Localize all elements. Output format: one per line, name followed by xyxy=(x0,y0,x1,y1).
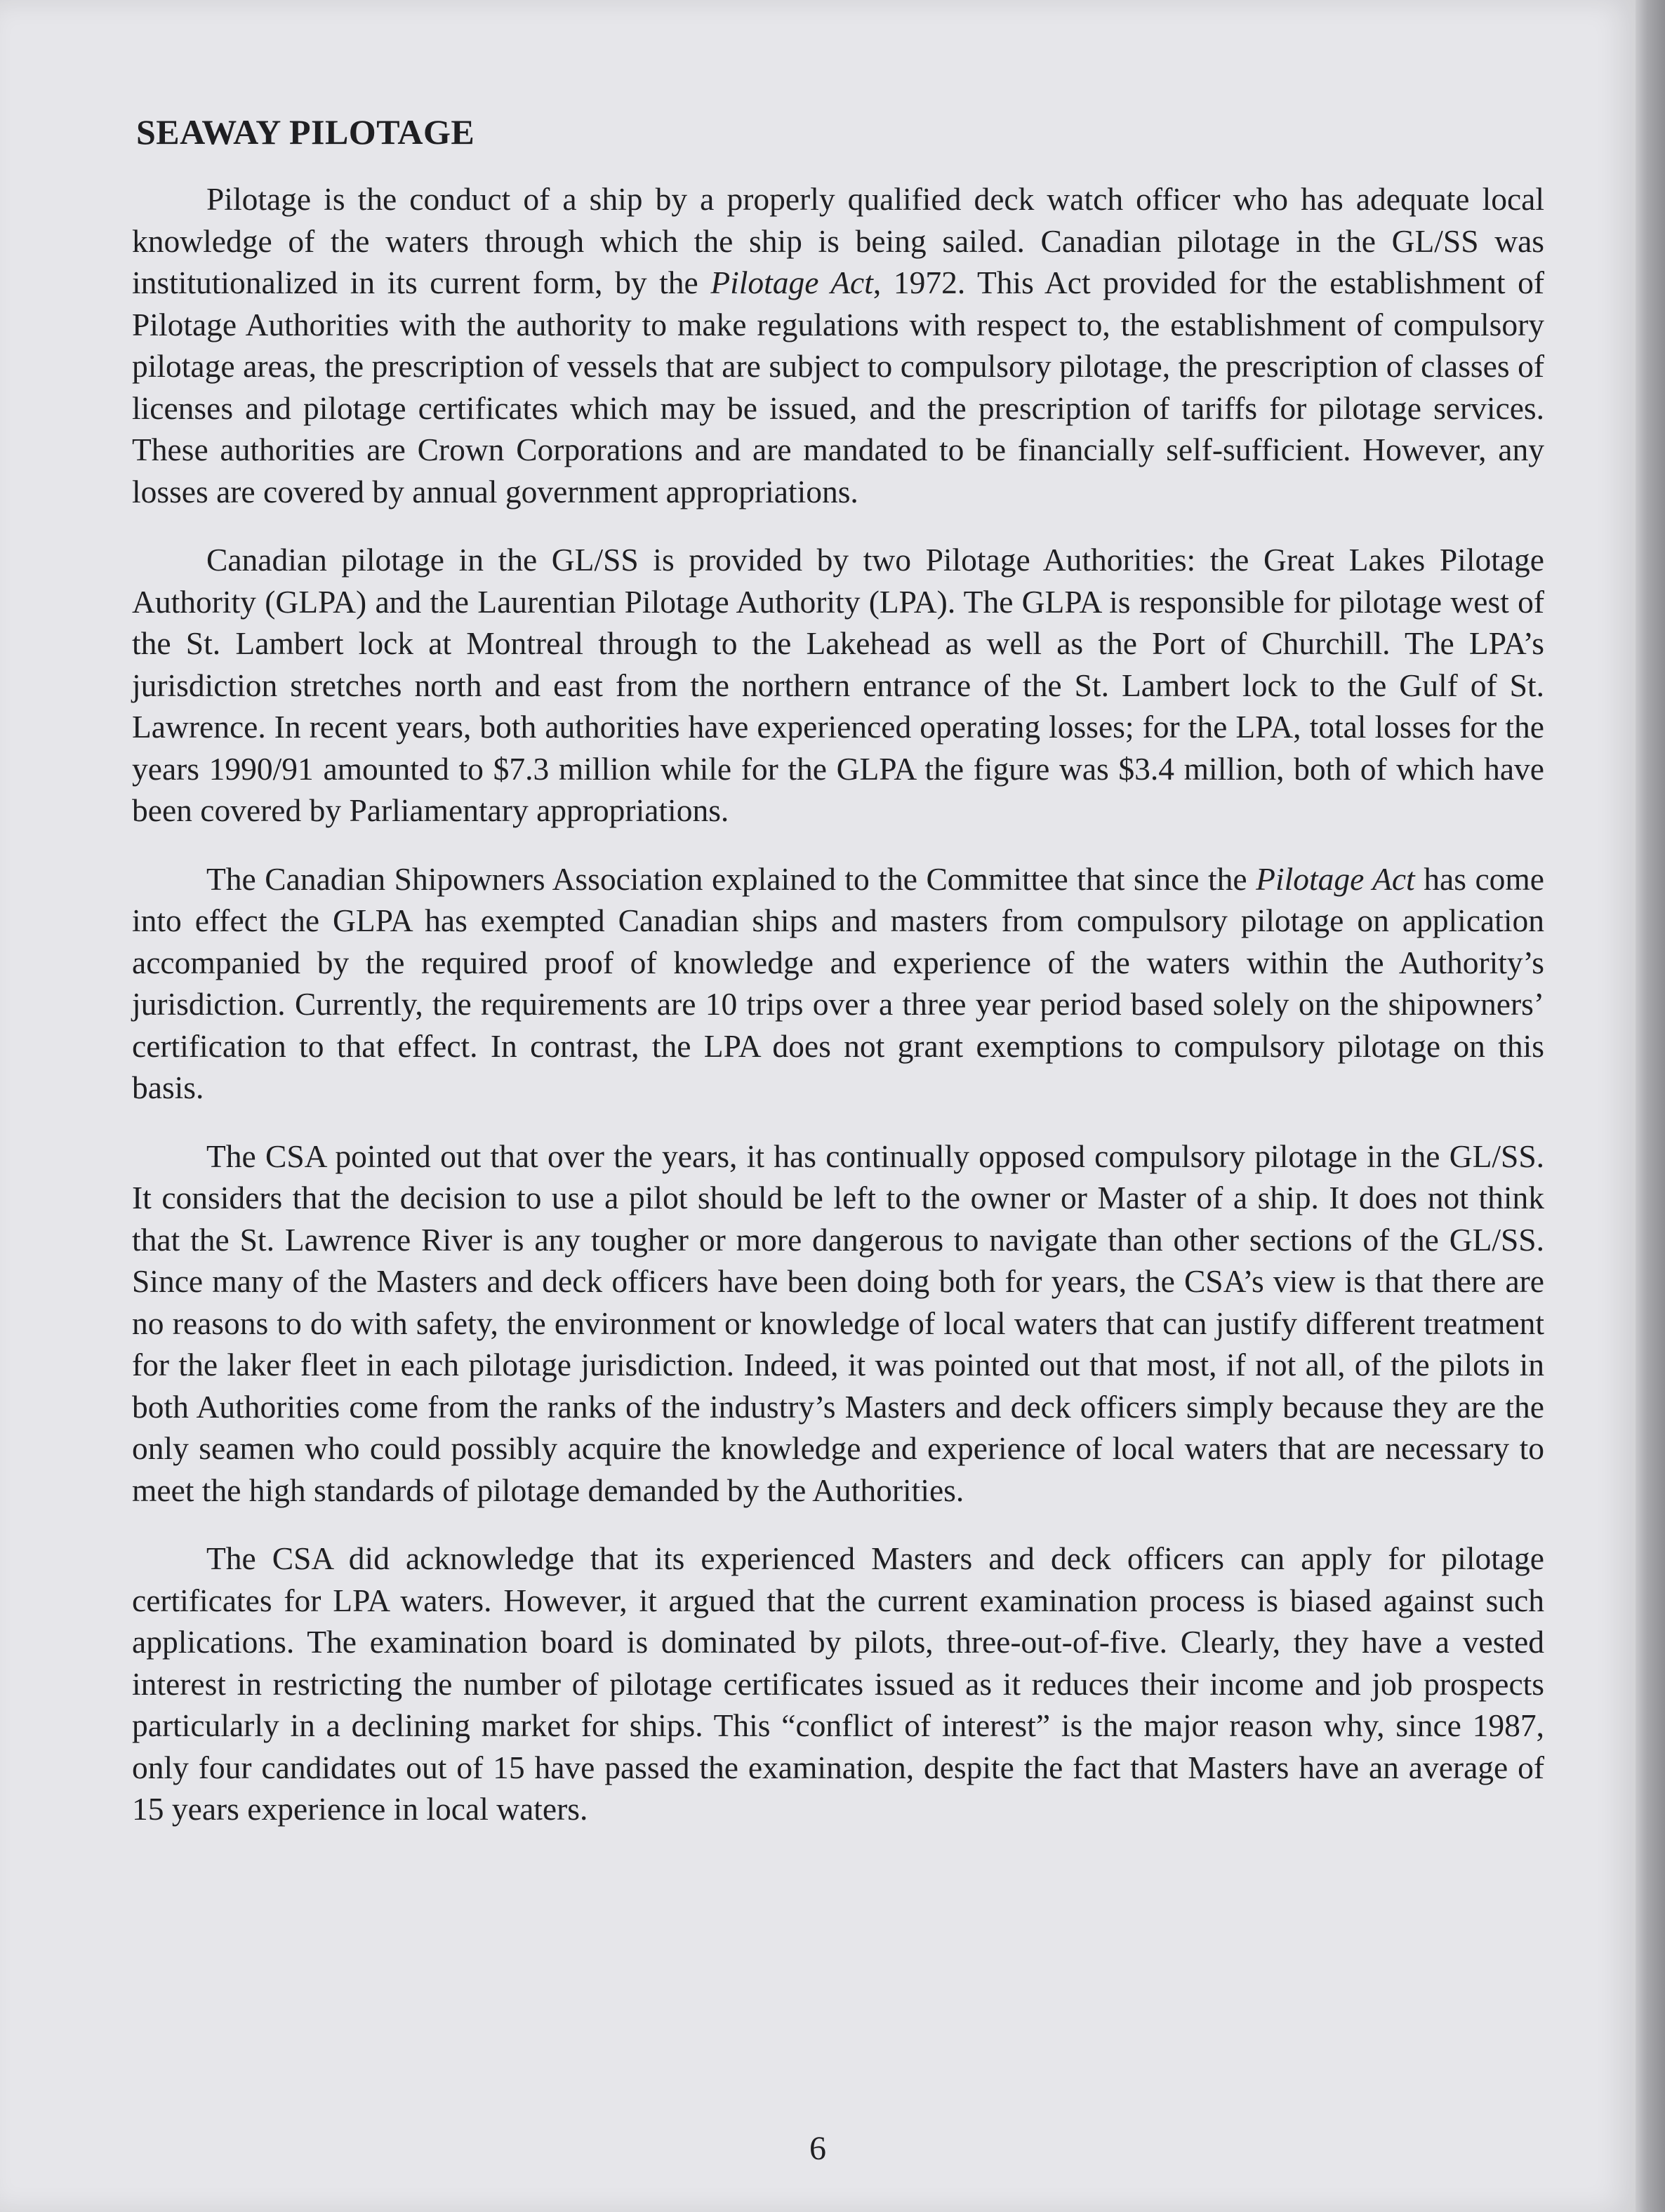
section-heading: SEAWAY PILOTAGE xyxy=(136,112,475,152)
paragraph-2: Canadian pilotage in the GL/SS is provided by two Pilotage Authorities: the Great Lakes Pilotage Authority (GLPA) and the Laurentian Pilotage Authority (LPA). The GLPA is responsible for pilotage west of the St. Lambert lock at Montreal through to the Lakehead as well as the Port of Churchill. The LPA’s jurisdiction stretches north and east from the northern entrance of the St. Lambert lock to the Gulf of St. Lawrence. In recent years, both authorities have experienced operating losses; for the LPA, total losses for the years 1990/91 amounted to $7.3 million while for the GLPA the figure was $3.4 million, both of which have been covered by Parliamentary appropriations. xyxy=(132,542,1544,828)
paragraph-3-text-b: has come into effect the GLPA has exempted Canadian ships and masters from compulsory pilotage on application accompanied by the required proof of knowledge and experience of the waters within the Authority’s jurisdiction. Currently, the requirements are 10 trips over a three year period based solely on the shipowners’ certification to that effect. In contrast, the LPA does not grant exemptions to compulsory pilotage on this basis. xyxy=(132,860,1544,1105)
paragraph-3-text-a: The Canadian Shipowners Association explained to the Committee that since the xyxy=(206,860,1256,897)
paragraph-1-italic: Pilotage Act xyxy=(710,265,873,300)
paragraph-3-italic: Pilotage Act xyxy=(1256,860,1415,897)
paragraph-4: The CSA pointed out that over the years, it has continually opposed compulsory pilotage in the GL/SS. It considers that the decision to use a pilot should be left to the owner or Master of a ship. It does not think that the St. Lawrence River is any tougher or more dangerous to navigate than other sections of the GL/SS. Since many of the Masters and deck officers have been doing both for years, the CSA’s view is that there are no reasons to do with safety, the environment or knowledge of local waters that can justify different treatment for the laker fleet in each pilotage jurisdiction. Indeed, it was pointed out that most, if not all, of the pilots in both Authorities come from the ranks of the industry’s Masters and deck officers simply because they are the only seamen who could possibly acquire the knowledge and experience of local waters that are necessary to meet the high standards of pilotage demanded by the Authorities. xyxy=(132,1138,1544,1508)
paragraph-5: The CSA did acknowledge that its experienced Masters and deck officers can apply for pilotage certificates for LPA waters. However, it argued that the current examination process is biased against such applications. The examination board is dominated by pilots, three-out-of-five. Clearly, they have a vested interest in restricting the number of pilotage certificates issued as it reduces their income and job prospects particularly in a declining market for ships. This “conflict of interest” is the major reason why, since 1987, only four candidates out of 15 have passed the examination, despite the fact that Masters have an average of 15 years experience in local waters. xyxy=(132,1540,1544,1827)
paragraph-1 xyxy=(132,178,1544,512)
page-binding-edge xyxy=(1636,0,1665,2212)
paragraph-1-text-a: Pilotage is the conduct of a ship by a properly qualified deck watch officer who has adequate local knowledge of the waters through which the ship is being sailed. Canadian pilotage in the GL/SS was institutionalized in its current form, by the xyxy=(132,181,1544,300)
paragraph-1-text-b: , 1972. This Act provided for the establishment of Pilotage Authorities with the authority to make regulations with respect to, the establishment of compulsory pilotage areas, the prescription of vessels that are subject to compulsory pilotage, the prescription of classes of licenses and pilotage certificates which may be issued, and the prescription of tariffs for pilotage services. These authorities are Crown Corporations and are mandated to be financially self-sufficient. However, any losses are covered by annual government appropriations. xyxy=(132,265,1544,509)
page-number: 6 xyxy=(809,2130,826,2167)
paragraph-3 xyxy=(132,858,1544,1109)
page-content xyxy=(132,111,1544,1857)
